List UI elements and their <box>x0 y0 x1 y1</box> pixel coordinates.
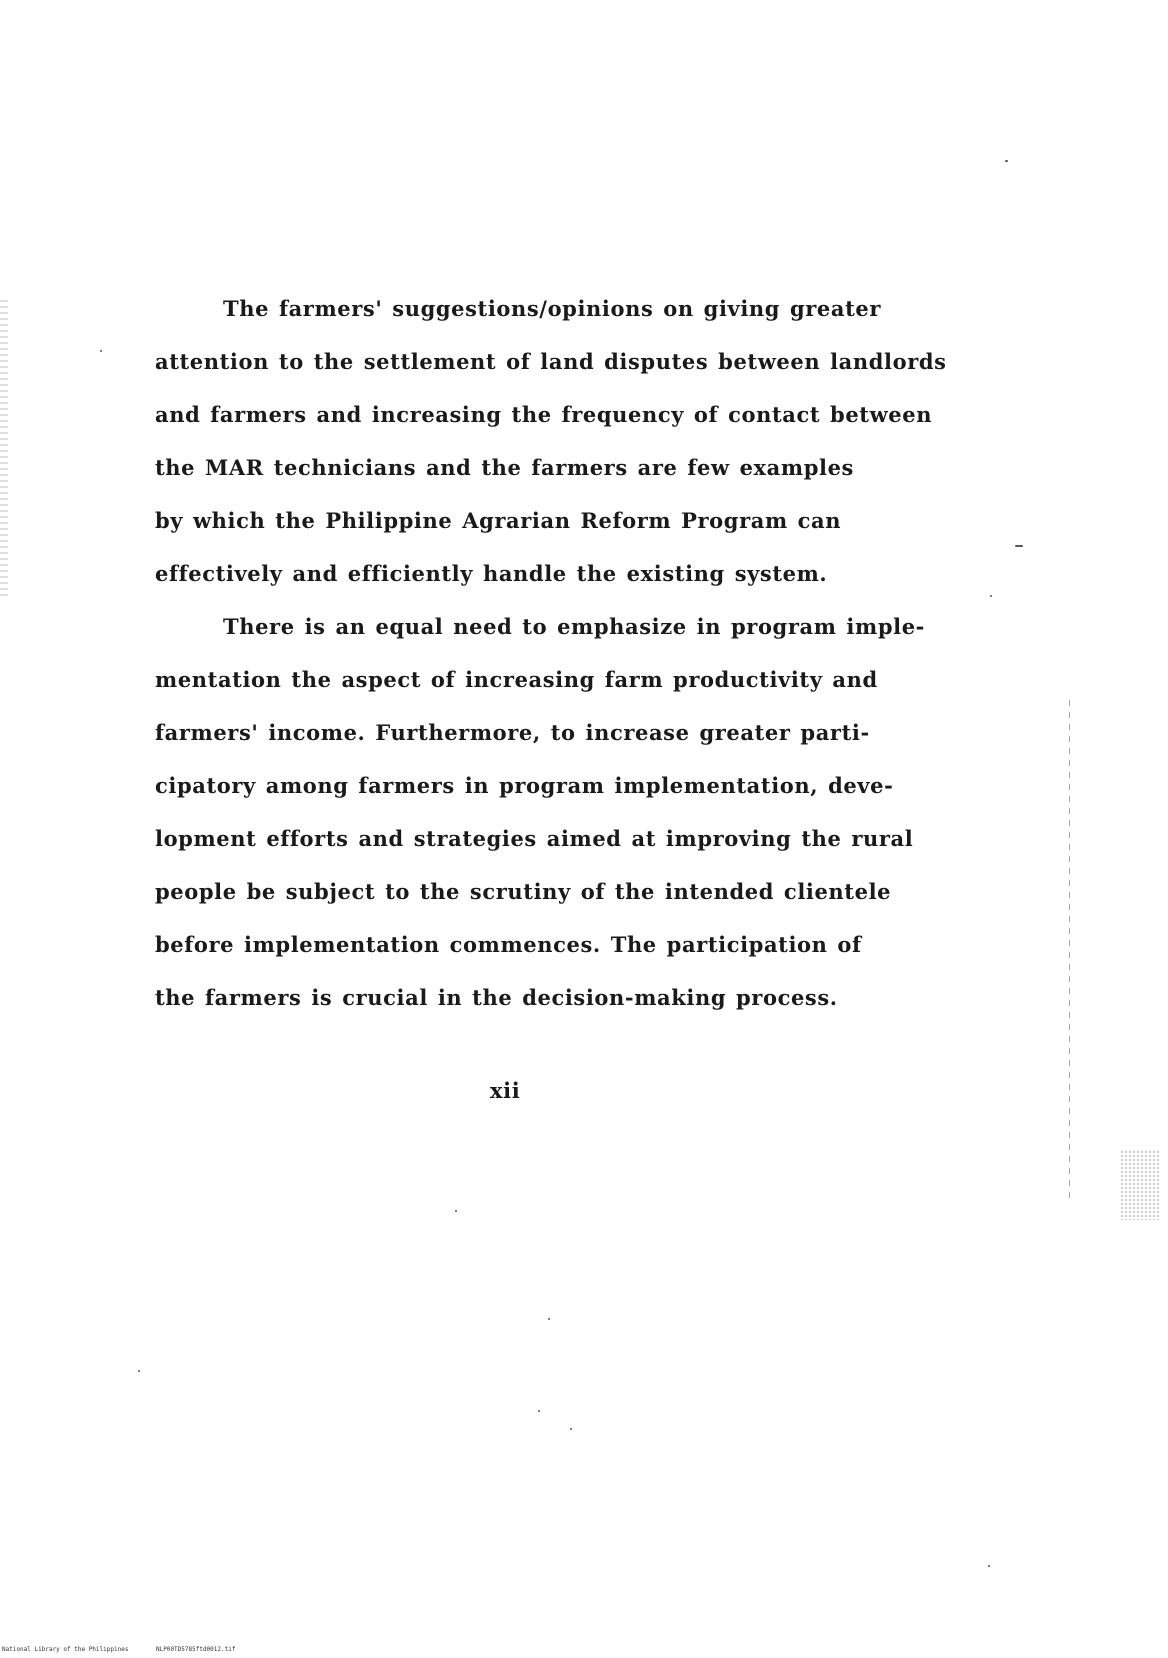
scan-speck <box>1005 160 1008 162</box>
scan-speck <box>988 1565 990 1567</box>
body-line: the farmers is crucial in the decision-making process. <box>155 985 838 1010</box>
footer-file-label: NLP00TD5785ftd0012.tif <box>156 1646 236 1653</box>
page-number: xii <box>490 1078 521 1103</box>
body-line: There is an equal need to emphasize in program imple- <box>223 614 925 639</box>
scan-speck <box>538 1410 540 1412</box>
scan-speck <box>990 595 992 597</box>
body-line: the MAR technicians and the farmers are few examples <box>155 455 854 480</box>
scan-speck <box>1015 545 1023 547</box>
scan-speck <box>548 1318 550 1320</box>
scan-edge-texture <box>1120 1150 1160 1220</box>
body-line: people be subject to the scrutiny of the intended clientele <box>155 879 892 904</box>
scan-speck <box>138 1370 140 1372</box>
body-line: farmers' income. Furthermore, to increase greater parti- <box>155 720 870 745</box>
body-line: before implementation commences. The participation of <box>155 932 862 957</box>
body-line: effectively and efficiently handle the existing system. <box>155 561 828 586</box>
footer-library-label: National Library of the Philippines <box>2 1646 129 1653</box>
scan-edge-shadow <box>0 300 8 600</box>
body-line: cipatory among farmers in program implementation, deve- <box>155 773 894 798</box>
scan-speck <box>570 1428 572 1430</box>
scan-speck <box>100 350 102 352</box>
body-line: lopment efforts and strategies aimed at improving the rural <box>155 826 914 851</box>
scan-edge-line <box>1069 700 1070 1200</box>
body-line: mentation the aspect of increasing farm productivity and <box>155 667 878 692</box>
scan-speck <box>455 1210 457 1212</box>
body-line: attention to the settlement of land disputes between landlords <box>155 349 947 374</box>
body-line: The farmers' suggestions/opinions on giving greater <box>223 296 882 321</box>
body-line: and farmers and increasing the frequency of contact between <box>155 402 933 427</box>
body-line: by which the Philippine Agrarian Reform Program can <box>155 508 842 533</box>
